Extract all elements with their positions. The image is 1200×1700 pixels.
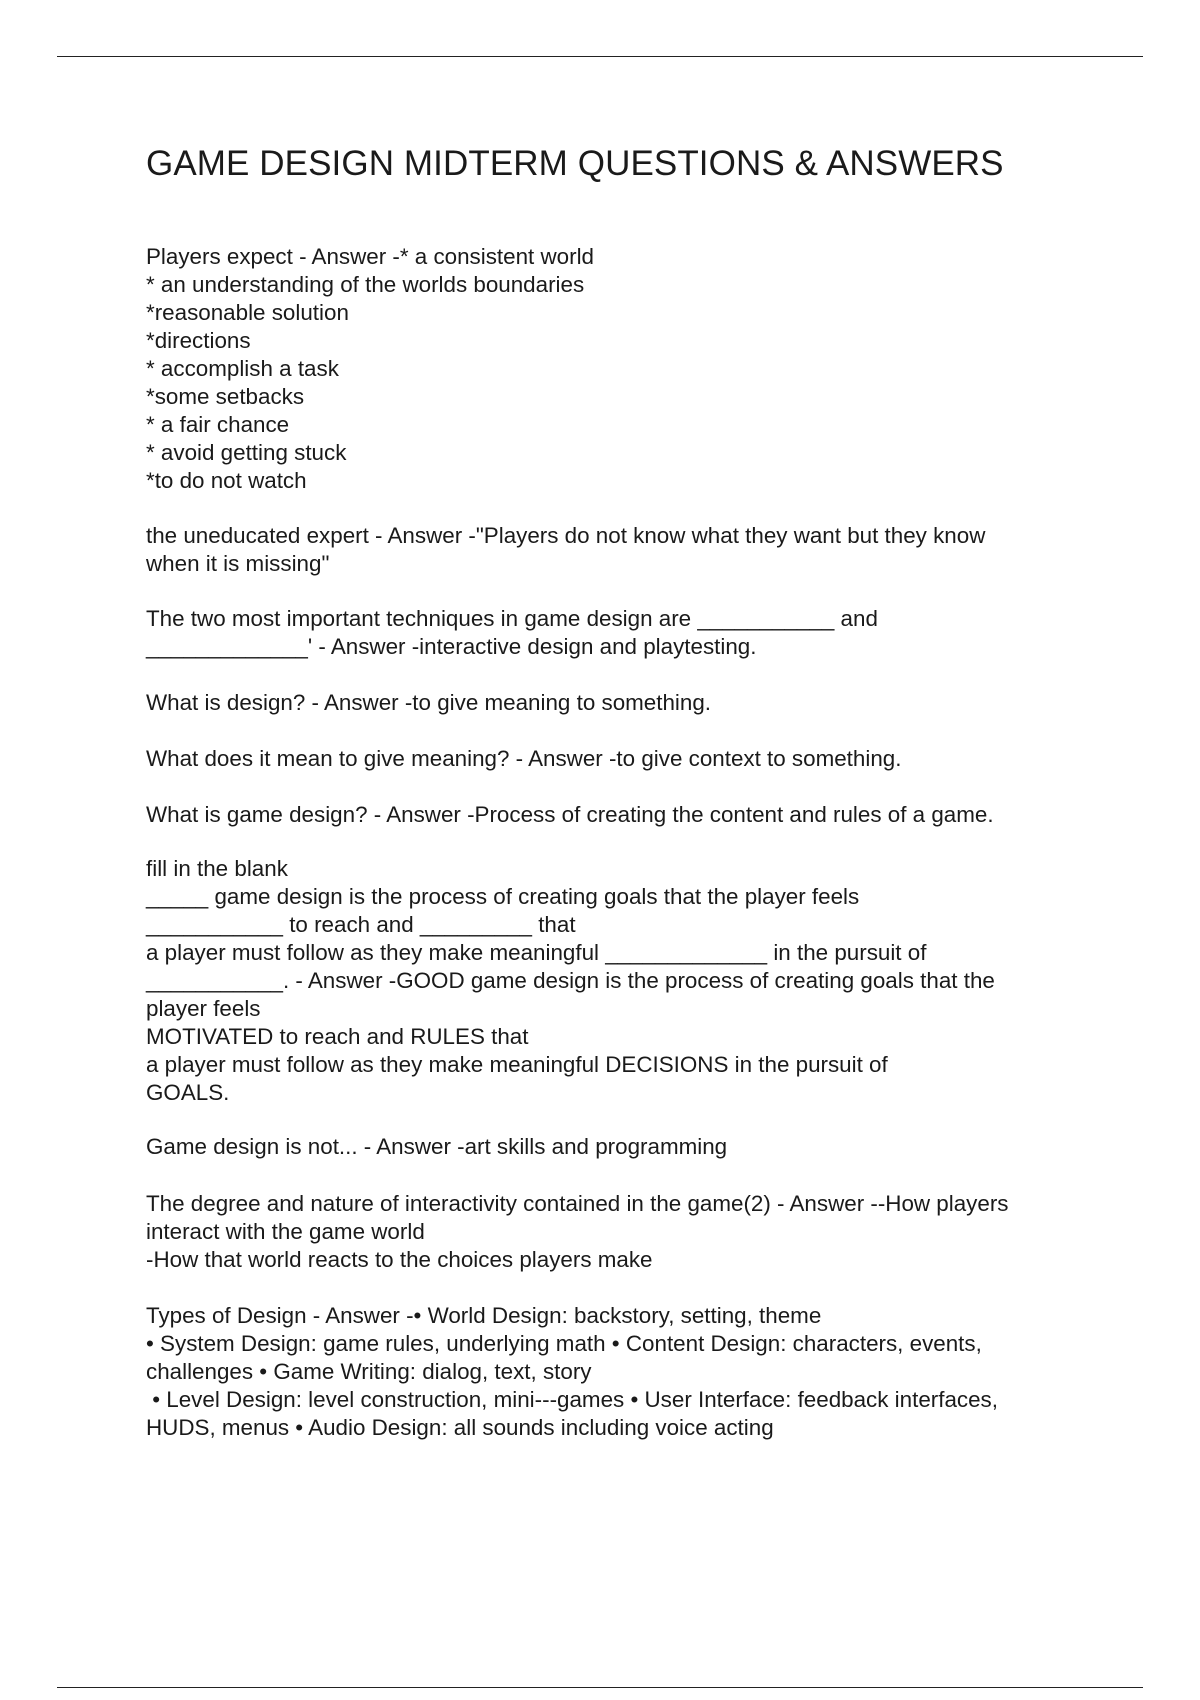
qa-line: the uneducated expert - Answer -"Players do not know what they want but they know xyxy=(146,523,986,548)
qa-line: Types of Design - Answer -• World Design: backstory, setting, theme xyxy=(146,1303,822,1328)
qa-entry-types-of-design xyxy=(146,1302,1106,1442)
qa-entry-what-is-design xyxy=(146,689,1106,717)
qa-line: • Level Design: level construction, mini---games • User Interface: feedback interfaces, xyxy=(146,1387,998,1412)
qa-entry-two-techniques xyxy=(146,605,1106,661)
qa-line: * avoid getting stuck xyxy=(146,440,347,465)
qa-line: _____ game design is the process of creating goals that the player feels xyxy=(146,884,860,909)
qa-line: What is design? - Answer -to give meaning to something. xyxy=(146,690,712,715)
qa-line: fill in the blank xyxy=(146,856,288,881)
qa-line: ___________. - Answer -GOOD game design is the process of creating goals that the xyxy=(146,968,995,993)
qa-line: MOTIVATED to reach and RULES that xyxy=(146,1024,529,1049)
qa-line: Players expect - Answer -* a consistent world xyxy=(146,244,594,269)
qa-line: *to do not watch xyxy=(146,468,307,493)
qa-line: * an understanding of the worlds boundaries xyxy=(146,272,585,297)
qa-line: -How that world reacts to the choices players make xyxy=(146,1247,653,1272)
document-title: GAME DESIGN MIDTERM QUESTIONS & ANSWERS xyxy=(146,144,1004,183)
qa-line: GOALS. xyxy=(146,1080,230,1105)
qa-line: *reasonable solution xyxy=(146,300,349,325)
qa-line: * a fair chance xyxy=(146,412,290,437)
qa-line: player feels xyxy=(146,996,261,1021)
qa-line: a player must follow as they make meaningful _____________ in the pursuit of xyxy=(146,940,927,965)
qa-line: ___________ to reach and _________ that xyxy=(146,912,576,937)
qa-entry-give-meaning xyxy=(146,745,1106,773)
qa-line: What does it mean to give meaning? - Answer -to give context to something. xyxy=(146,746,902,771)
qa-line: *some setbacks xyxy=(146,384,305,409)
qa-line: The two most important techniques in game design are ___________ and xyxy=(146,606,878,631)
qa-line: challenges • Game Writing: dialog, text, story xyxy=(146,1359,592,1384)
qa-entry-uneducated-expert xyxy=(146,522,1106,578)
qa-line: a player must follow as they make meaningful DECISIONS in the pursuit of xyxy=(146,1052,888,1077)
qa-line: Game design is not... - Answer -art skills and programming xyxy=(146,1134,728,1159)
qa-line: when it is missing" xyxy=(146,551,330,576)
qa-line: _____________' - Answer -interactive design and playtesting. xyxy=(146,634,757,659)
qa-line: • System Design: game rules, underlying math • Content Design: characters, events, xyxy=(146,1331,982,1356)
qa-line: * accomplish a task xyxy=(146,356,339,381)
qa-line: *directions xyxy=(146,328,251,353)
qa-entry-players-expect xyxy=(146,243,1106,495)
qa-entry-game-design-is-not xyxy=(146,1133,1106,1161)
top-divider xyxy=(57,56,1143,57)
qa-line: The degree and nature of interactivity contained in the game(2) - Answer --How players xyxy=(146,1191,1009,1216)
bottom-divider xyxy=(57,1687,1143,1688)
qa-line: What is game design? - Answer -Process of creating the content and rules of a game. xyxy=(146,802,994,827)
qa-entry-what-is-game-design xyxy=(146,801,1106,829)
qa-entry-fill-in-the-blank xyxy=(146,855,1106,1107)
qa-line: interact with the game world xyxy=(146,1219,425,1244)
qa-entry-interactivity xyxy=(146,1190,1106,1274)
qa-line: HUDS, menus • Audio Design: all sounds including voice acting xyxy=(146,1415,774,1440)
